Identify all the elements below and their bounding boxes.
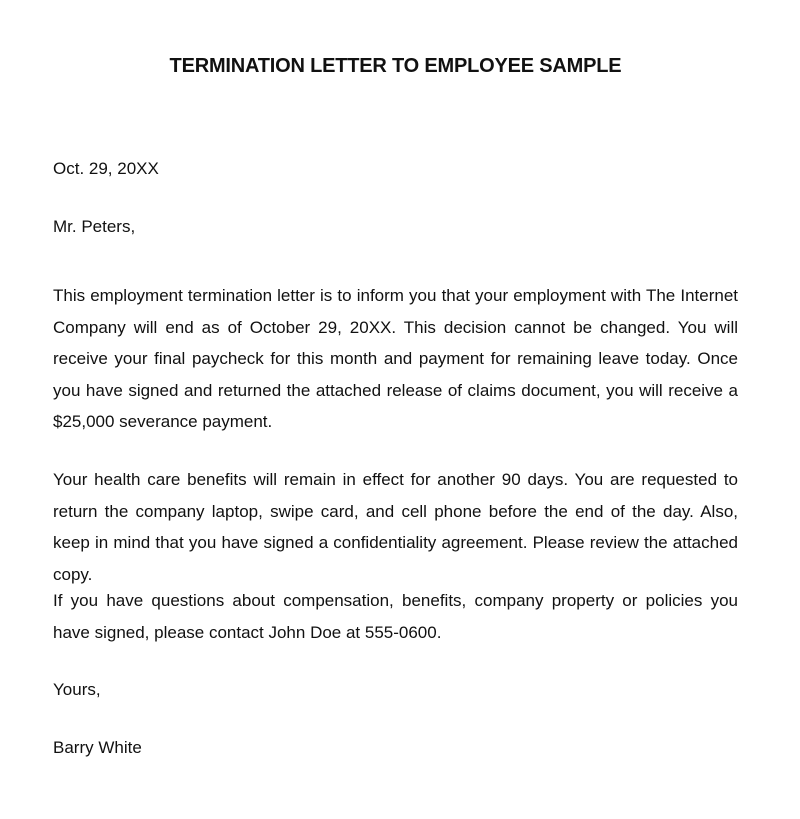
document-title: TERMINATION LETTER TO EMPLOYEE SAMPLE: [169, 55, 622, 77]
signature-name: Barry White: [53, 738, 142, 757]
letter-date: Oct. 29, 20XX: [53, 159, 159, 178]
salutation: Mr. Peters,: [53, 217, 136, 236]
body-paragraph-1: This employment termination letter is to inform you that your employment with The Internet Company will end as of October 29, 20XX. This decision cannot be changed. You will receive your final paycheck for this month and payment for remaining leave today. Once you have signed and returned the attached release of claims document, you will receive a $25,000 severance payment.: [53, 286, 738, 431]
body-paragraph-2: Your health care benefits will remain in effect for another 90 days. You are requested to return the company laptop, swipe card, and cell phone before the end of the day. Also, keep in mind that you have signed a confidentiality agreement. Please review the attached copy.: [53, 470, 738, 584]
closing: Yours,: [53, 680, 101, 699]
body-paragraph-3: If you have questions about compensation, benefits, company property or policies you have signed, please contact John Doe at 555-0600.: [53, 591, 738, 642]
